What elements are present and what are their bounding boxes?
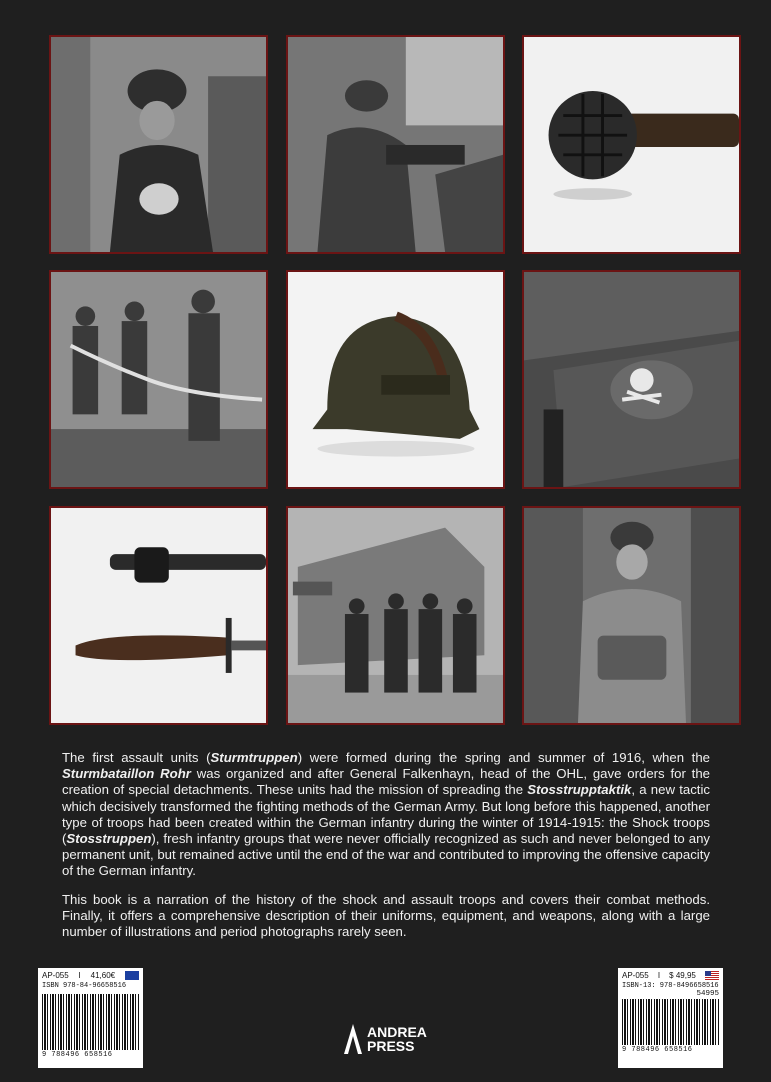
back-cover-description [62,750,710,952]
price-dollar: $ 49,95 [669,971,696,980]
eu-flag-icon [125,971,139,980]
description-paragraph-2: This book is a narration of the history of the shock and assault troops and covers their combat methods. Finally, it offers a comprehensive description of their uniforms, equipment, and weapons, along with a large number of illustrations and period photographs rarely seen. [62,891,710,940]
barcode-digits: 9 788496 658516 [622,1046,693,1054]
logo-line-1: ANDREA [367,1024,427,1040]
photo-skull-sleeve-insignia [522,270,741,489]
term-emphasis: Sturmbataillon Rohr [62,766,191,782]
photo-soldier-portrait [49,35,268,254]
photo-soldiers-with-gun [286,35,505,254]
photo-grenade [522,35,741,254]
product-code: AP-055 [622,971,649,980]
photo-armored-soldier [522,506,741,725]
photo-soldiers-before-tank [286,506,505,725]
photo-helmet [286,270,505,489]
logo-line-2: PRESS [367,1038,415,1054]
photo-three-soldiers-flamethrower [49,270,268,489]
publisher-logo [342,1022,427,1056]
term-emphasis: Stosstruppen [66,831,152,847]
barcode-bars [42,994,139,1050]
term-emphasis: Sturmtruppen [210,750,298,765]
andrea-press-emblem-icon [342,1022,364,1056]
us-flag-icon [705,971,719,980]
barcode-label-dollar: AP-055 I $ 49,95 ISBN-13: 978-8496658516 54995 9 788496 658516 [618,968,723,1068]
term-emphasis: Stosstrupptaktik [527,782,632,798]
price-euro: 41,60€ [90,971,116,980]
price-addon-code: 54995 [696,990,719,998]
barcode-digits: 9 788496 658516 [42,1051,113,1059]
product-code: AP-055 [42,971,69,980]
text-run: The first assault units ( [62,750,211,765]
text-run: was organized and after General Falkenhayn, head of the OHL, gave orders for the creation of special detachments. These units had the mission of spreading the [62,766,710,798]
barcode-label-euro: AP-055 I 41,60€ ISBN 978-84-96658516 9 788496 658516 [38,968,143,1068]
text-run: ), fresh infantry groups that were never officially recognized as such and never belonged to any permanent unit, but remained active until the end of the war and contributed to improving the offensive capacity of the German infantry. [62,831,710,879]
photo-knife-and-scabbard [49,506,268,725]
text-run: , a new tactic which decisively transformed the fighting methods of the German Army. But long before this happened, another type of troops had been created within the German infantry during the winter of 1914-1915: the Shock troops ( [62,782,710,847]
isbn-text: ISBN 978-84-96658516 [42,982,127,990]
isbn-text: ISBN-13: 978-8496658516 [622,982,719,990]
description-paragraph-1 [62,750,710,880]
text-run: ) were formed during the spring and summer of 1916, when the [297,750,711,765]
barcode-bars [622,999,719,1045]
